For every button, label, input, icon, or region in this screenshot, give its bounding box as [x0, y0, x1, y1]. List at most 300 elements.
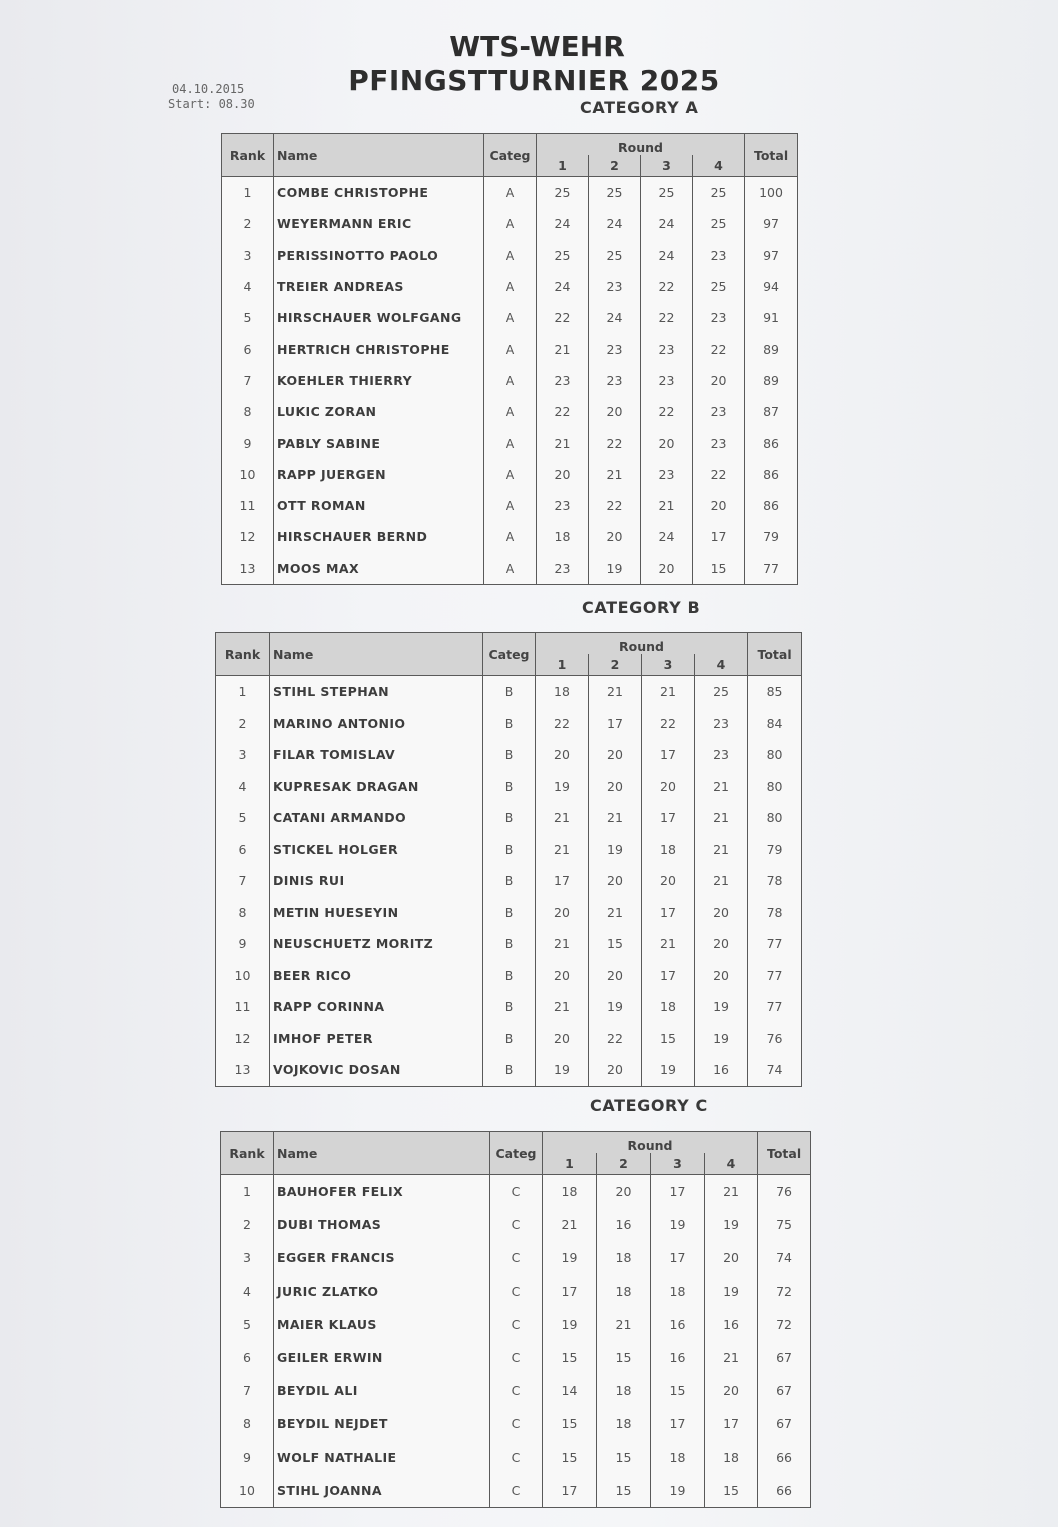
round-1-cell: 21 — [536, 991, 589, 1023]
results-table-category-b — [215, 632, 802, 1087]
round-1-cell: 21 — [537, 427, 589, 458]
round-4-cell: 22 — [693, 459, 745, 490]
round-4-cell: 20 — [695, 960, 748, 992]
round-4-cell: 17 — [705, 1407, 758, 1440]
name-cell: IMHOF PETER — [270, 1023, 483, 1055]
round-3-cell: 18 — [651, 1441, 705, 1474]
header-categ: Categ — [490, 1132, 543, 1175]
round-4-cell: 19 — [695, 991, 748, 1023]
round-2-cell: 15 — [589, 928, 642, 960]
total-cell: 89 — [745, 365, 798, 396]
round-3-cell: 20 — [641, 427, 693, 458]
table-row — [222, 396, 798, 427]
categ-cell: C — [490, 1407, 543, 1440]
categ-cell: C — [490, 1308, 543, 1341]
round-4-cell: 20 — [693, 490, 745, 521]
round-3-cell: 19 — [642, 1054, 695, 1086]
rank-cell: 10 — [222, 459, 274, 490]
header-round-3: 3 — [651, 1153, 705, 1175]
round-3-cell: 17 — [642, 897, 695, 929]
rank-cell: 1 — [222, 177, 274, 209]
header-categ: Categ — [484, 134, 537, 177]
total-cell: 94 — [745, 271, 798, 302]
total-cell: 97 — [745, 240, 798, 271]
round-3-cell: 21 — [641, 490, 693, 521]
categ-cell: B — [483, 897, 536, 929]
round-3-cell: 22 — [641, 271, 693, 302]
table-row — [216, 1054, 802, 1086]
header-name: Name — [274, 134, 484, 177]
categ-cell: C — [490, 1241, 543, 1274]
name-cell: CATANI ARMANDO — [270, 802, 483, 834]
round-3-cell: 21 — [642, 928, 695, 960]
table-row — [216, 897, 802, 929]
round-2-cell: 20 — [589, 865, 642, 897]
round-4-cell: 21 — [695, 865, 748, 897]
total-cell: 76 — [748, 1023, 802, 1055]
round-1-cell: 18 — [537, 521, 589, 552]
rank-cell: 2 — [222, 208, 274, 239]
categ-cell: A — [484, 365, 537, 396]
round-3-cell: 17 — [651, 1407, 705, 1440]
round-2-cell: 23 — [589, 271, 641, 302]
round-2-cell: 20 — [589, 396, 641, 427]
total-cell: 85 — [748, 676, 802, 708]
header-round-2: 2 — [597, 1153, 651, 1175]
rank-cell: 6 — [216, 834, 270, 866]
round-1-cell: 18 — [536, 676, 589, 708]
rank-cell: 3 — [222, 240, 274, 271]
round-2-cell: 25 — [589, 240, 641, 271]
total-cell: 72 — [758, 1308, 811, 1341]
categ-cell: B — [483, 739, 536, 771]
name-cell: KUPRESAK DRAGAN — [270, 771, 483, 803]
round-4-cell: 25 — [695, 676, 748, 708]
table-row — [221, 1441, 811, 1474]
rank-cell: 2 — [221, 1208, 274, 1241]
round-1-cell: 25 — [537, 240, 589, 271]
total-cell: 79 — [748, 834, 802, 866]
title-club: WTS-WEHR — [449, 30, 625, 63]
round-3-cell: 15 — [651, 1374, 705, 1407]
name-cell: METIN HUESEYIN — [270, 897, 483, 929]
categ-cell: C — [490, 1275, 543, 1308]
round-2-cell: 20 — [589, 1054, 642, 1086]
round-2-cell: 21 — [589, 459, 641, 490]
name-cell: HIRSCHAUER WOLFGANG — [274, 302, 484, 333]
header-round-2: 2 — [589, 654, 642, 676]
categ-cell: C — [490, 1441, 543, 1474]
round-2-cell: 24 — [589, 208, 641, 239]
header-round: Round — [543, 1132, 758, 1154]
categ-cell: A — [484, 208, 537, 239]
round-4-cell: 25 — [693, 177, 745, 209]
total-cell: 84 — [748, 708, 802, 740]
rank-cell: 5 — [222, 302, 274, 333]
header-round-4: 4 — [695, 654, 748, 676]
round-1-cell: 21 — [536, 802, 589, 834]
round-1-cell: 20 — [536, 1023, 589, 1055]
round-3-cell: 24 — [641, 521, 693, 552]
table-row — [222, 365, 798, 396]
round-2-cell: 18 — [597, 1241, 651, 1274]
name-cell: HERTRICH CHRISTOPHE — [274, 333, 484, 364]
round-4-cell: 25 — [693, 208, 745, 239]
categ-cell: B — [483, 802, 536, 834]
rank-cell: 9 — [222, 427, 274, 458]
round-3-cell: 16 — [651, 1341, 705, 1374]
table-row — [216, 1023, 802, 1055]
round-2-cell: 15 — [597, 1341, 651, 1374]
rank-cell: 1 — [216, 676, 270, 708]
table-row — [222, 490, 798, 521]
name-cell: GEILER ERWIN — [274, 1341, 490, 1374]
name-cell: OTT ROMAN — [274, 490, 484, 521]
rank-cell: 6 — [222, 333, 274, 364]
name-cell: BEER RICO — [270, 960, 483, 992]
rank-cell: 3 — [221, 1241, 274, 1274]
rank-cell: 11 — [216, 991, 270, 1023]
round-2-cell: 15 — [597, 1441, 651, 1474]
categ-cell: A — [484, 271, 537, 302]
table-row — [221, 1341, 811, 1374]
name-cell: BEYDIL ALI — [274, 1374, 490, 1407]
round-4-cell: 22 — [693, 333, 745, 364]
total-cell: 80 — [748, 802, 802, 834]
round-2-cell: 18 — [597, 1407, 651, 1440]
round-1-cell: 21 — [536, 834, 589, 866]
header-round-3: 3 — [642, 654, 695, 676]
round-1-cell: 19 — [543, 1308, 597, 1341]
round-3-cell: 16 — [651, 1308, 705, 1341]
round-3-cell: 21 — [642, 676, 695, 708]
results-table-category-a — [221, 133, 798, 585]
name-cell: PABLY SABINE — [274, 427, 484, 458]
table-row — [222, 240, 798, 271]
rank-cell: 12 — [222, 521, 274, 552]
header-categ: Categ — [483, 633, 536, 676]
round-4-cell: 15 — [693, 553, 745, 585]
name-cell: LUKIC ZORAN — [274, 396, 484, 427]
rank-cell: 9 — [216, 928, 270, 960]
name-cell: FILAR TOMISLAV — [270, 739, 483, 771]
round-3-cell: 22 — [641, 396, 693, 427]
rank-cell: 1 — [221, 1175, 274, 1209]
name-cell: COMBE CHRISTOPHE — [274, 177, 484, 209]
categ-cell: B — [483, 865, 536, 897]
table-row — [216, 676, 802, 708]
round-2-cell: 20 — [589, 771, 642, 803]
categ-cell: A — [484, 521, 537, 552]
round-2-cell: 21 — [589, 676, 642, 708]
round-3-cell: 24 — [641, 208, 693, 239]
round-3-cell: 18 — [651, 1275, 705, 1308]
table-row — [222, 553, 798, 585]
round-4-cell: 20 — [695, 897, 748, 929]
category-a-heading: CATEGORY A — [580, 98, 699, 117]
table-row — [222, 427, 798, 458]
round-4-cell: 21 — [705, 1341, 758, 1374]
rank-cell: 13 — [216, 1054, 270, 1086]
categ-cell: C — [490, 1341, 543, 1374]
header-total: Total — [758, 1132, 811, 1175]
round-1-cell: 20 — [536, 960, 589, 992]
categ-cell: B — [483, 1023, 536, 1055]
name-cell: HIRSCHAUER BERND — [274, 521, 484, 552]
round-2-cell: 22 — [589, 490, 641, 521]
table-row — [216, 928, 802, 960]
header-rank: Rank — [222, 134, 274, 177]
rank-cell: 8 — [222, 396, 274, 427]
total-cell: 67 — [758, 1407, 811, 1440]
round-3-cell: 17 — [651, 1175, 705, 1209]
name-cell: NEUSCHUETZ MORITZ — [270, 928, 483, 960]
name-cell: MOOS MAX — [274, 553, 484, 585]
rank-cell: 7 — [221, 1374, 274, 1407]
table-row — [216, 802, 802, 834]
rank-cell: 2 — [216, 708, 270, 740]
header-rank: Rank — [216, 633, 270, 676]
header-round-1: 1 — [537, 155, 589, 177]
round-3-cell: 17 — [642, 802, 695, 834]
rank-cell: 5 — [216, 802, 270, 834]
total-cell: 78 — [748, 865, 802, 897]
name-cell: MARINO ANTONIO — [270, 708, 483, 740]
header-round: Round — [536, 633, 748, 655]
total-cell: 77 — [748, 960, 802, 992]
round-1-cell: 21 — [536, 928, 589, 960]
round-2-cell: 25 — [589, 177, 641, 209]
table-row — [221, 1175, 811, 1209]
round-4-cell: 20 — [693, 365, 745, 396]
round-3-cell: 18 — [642, 834, 695, 866]
round-1-cell: 17 — [543, 1275, 597, 1308]
round-3-cell: 19 — [651, 1474, 705, 1508]
round-2-cell: 19 — [589, 553, 641, 585]
categ-cell: B — [483, 928, 536, 960]
round-4-cell: 21 — [695, 771, 748, 803]
round-1-cell: 22 — [536, 708, 589, 740]
name-cell: PERISSINOTTO PAOLO — [274, 240, 484, 271]
round-3-cell: 23 — [641, 365, 693, 396]
header-rank: Rank — [221, 1132, 274, 1175]
name-cell: DINIS RUI — [270, 865, 483, 897]
round-4-cell: 15 — [705, 1474, 758, 1508]
round-1-cell: 23 — [537, 365, 589, 396]
total-cell: 86 — [745, 490, 798, 521]
name-cell: RAPP JUERGEN — [274, 459, 484, 490]
name-cell: JURIC ZLATKO — [274, 1275, 490, 1308]
round-3-cell: 22 — [642, 708, 695, 740]
total-cell: 86 — [745, 459, 798, 490]
category-b-heading: CATEGORY B — [582, 598, 701, 617]
total-cell: 77 — [745, 553, 798, 585]
table-row — [216, 960, 802, 992]
round-1-cell: 21 — [537, 333, 589, 364]
round-4-cell: 21 — [695, 834, 748, 866]
table-row — [221, 1241, 811, 1274]
name-cell: STIHL JOANNA — [274, 1474, 490, 1508]
total-cell: 100 — [745, 177, 798, 209]
round-1-cell: 22 — [537, 302, 589, 333]
categ-cell: C — [490, 1175, 543, 1209]
round-3-cell: 20 — [642, 865, 695, 897]
header-round: Round — [537, 134, 745, 156]
round-3-cell: 18 — [642, 991, 695, 1023]
title-tournament: PFINGSTTURNIER 2025 — [348, 64, 720, 97]
rank-cell: 4 — [222, 271, 274, 302]
round-4-cell: 16 — [705, 1308, 758, 1341]
categ-cell: B — [483, 1054, 536, 1086]
round-4-cell: 25 — [693, 271, 745, 302]
round-1-cell: 18 — [543, 1175, 597, 1209]
round-2-cell: 20 — [589, 960, 642, 992]
results-table-category-c — [220, 1131, 811, 1508]
name-cell: BAUHOFER FELIX — [274, 1175, 490, 1209]
categ-cell: B — [483, 834, 536, 866]
round-2-cell: 15 — [597, 1474, 651, 1508]
round-4-cell: 20 — [695, 928, 748, 960]
round-2-cell: 16 — [597, 1208, 651, 1241]
rank-cell: 9 — [221, 1441, 274, 1474]
header-round-1: 1 — [543, 1153, 597, 1175]
name-cell: BEYDIL NEJDET — [274, 1407, 490, 1440]
round-4-cell: 21 — [695, 802, 748, 834]
round-4-cell: 19 — [705, 1208, 758, 1241]
rank-cell: 4 — [221, 1275, 274, 1308]
table-row — [221, 1275, 811, 1308]
rank-cell: 10 — [216, 960, 270, 992]
name-cell: STIHL STEPHAN — [270, 676, 483, 708]
header-round-4: 4 — [693, 155, 745, 177]
round-2-cell: 22 — [589, 1023, 642, 1055]
category-c-heading: CATEGORY C — [590, 1096, 708, 1115]
categ-cell: A — [484, 553, 537, 585]
categ-cell: B — [483, 676, 536, 708]
round-4-cell: 23 — [693, 240, 745, 271]
name-cell: WOLF NATHALIE — [274, 1441, 490, 1474]
round-3-cell: 15 — [642, 1023, 695, 1055]
categ-cell: C — [490, 1208, 543, 1241]
name-cell: KOEHLER THIERRY — [274, 365, 484, 396]
total-cell: 72 — [758, 1275, 811, 1308]
name-cell: DUBI THOMAS — [274, 1208, 490, 1241]
round-4-cell: 21 — [705, 1175, 758, 1209]
round-4-cell: 23 — [693, 427, 745, 458]
total-cell: 80 — [748, 771, 802, 803]
header-total: Total — [748, 633, 802, 676]
round-1-cell: 17 — [543, 1474, 597, 1508]
header-round-3: 3 — [641, 155, 693, 177]
total-cell: 67 — [758, 1374, 811, 1407]
name-cell: VOJKOVIC DOSAN — [270, 1054, 483, 1086]
total-cell: 87 — [745, 396, 798, 427]
round-4-cell: 19 — [705, 1275, 758, 1308]
round-1-cell: 14 — [543, 1374, 597, 1407]
table-row — [216, 865, 802, 897]
round-4-cell: 18 — [705, 1441, 758, 1474]
round-1-cell: 20 — [536, 897, 589, 929]
round-3-cell: 17 — [642, 739, 695, 771]
categ-cell: B — [483, 991, 536, 1023]
categ-cell: A — [484, 427, 537, 458]
total-cell: 77 — [748, 928, 802, 960]
rank-cell: 3 — [216, 739, 270, 771]
round-3-cell: 24 — [641, 240, 693, 271]
table-row — [222, 333, 798, 364]
categ-cell: A — [484, 302, 537, 333]
rank-cell: 6 — [221, 1341, 274, 1374]
round-3-cell: 20 — [642, 771, 695, 803]
total-cell: 66 — [758, 1474, 811, 1508]
rank-cell: 12 — [216, 1023, 270, 1055]
name-cell: MAIER KLAUS — [274, 1308, 490, 1341]
total-cell: 79 — [745, 521, 798, 552]
total-cell: 86 — [745, 427, 798, 458]
name-cell: EGGER FRANCIS — [274, 1241, 490, 1274]
round-1-cell: 20 — [536, 739, 589, 771]
table-row — [216, 991, 802, 1023]
categ-cell: A — [484, 459, 537, 490]
table-row — [221, 1407, 811, 1440]
round-2-cell: 20 — [589, 739, 642, 771]
round-3-cell: 17 — [651, 1241, 705, 1274]
categ-cell: C — [490, 1474, 543, 1508]
round-4-cell: 17 — [693, 521, 745, 552]
header-total: Total — [745, 134, 798, 177]
table-row — [222, 177, 798, 209]
table-row — [222, 302, 798, 333]
categ-cell: A — [484, 396, 537, 427]
total-cell: 80 — [748, 739, 802, 771]
round-1-cell: 19 — [536, 771, 589, 803]
round-1-cell: 15 — [543, 1341, 597, 1374]
round-1-cell: 15 — [543, 1407, 597, 1440]
rank-cell: 4 — [216, 771, 270, 803]
round-1-cell: 23 — [537, 553, 589, 585]
table-row — [222, 521, 798, 552]
name-cell: STICKEL HOLGER — [270, 834, 483, 866]
header-name: Name — [274, 1132, 490, 1175]
total-cell: 66 — [758, 1441, 811, 1474]
round-1-cell: 17 — [536, 865, 589, 897]
header-round-1: 1 — [536, 654, 589, 676]
round-4-cell: 23 — [695, 708, 748, 740]
total-cell: 97 — [745, 208, 798, 239]
round-2-cell: 18 — [597, 1374, 651, 1407]
rank-cell: 10 — [221, 1474, 274, 1508]
categ-cell: B — [483, 960, 536, 992]
total-cell: 77 — [748, 991, 802, 1023]
date-label: 04.10.2015 — [172, 82, 245, 96]
table-row — [216, 771, 802, 803]
round-2-cell: 22 — [589, 427, 641, 458]
round-4-cell: 16 — [695, 1054, 748, 1086]
round-4-cell: 23 — [693, 396, 745, 427]
categ-cell: B — [483, 708, 536, 740]
table-row — [216, 708, 802, 740]
round-4-cell: 20 — [705, 1374, 758, 1407]
round-3-cell: 17 — [642, 960, 695, 992]
round-3-cell: 25 — [641, 177, 693, 209]
round-3-cell: 19 — [651, 1208, 705, 1241]
name-cell: WEYERMANN ERIC — [274, 208, 484, 239]
categ-cell: A — [484, 333, 537, 364]
total-cell: 78 — [748, 897, 802, 929]
round-2-cell: 21 — [597, 1308, 651, 1341]
table-row — [222, 459, 798, 490]
round-2-cell: 19 — [589, 991, 642, 1023]
